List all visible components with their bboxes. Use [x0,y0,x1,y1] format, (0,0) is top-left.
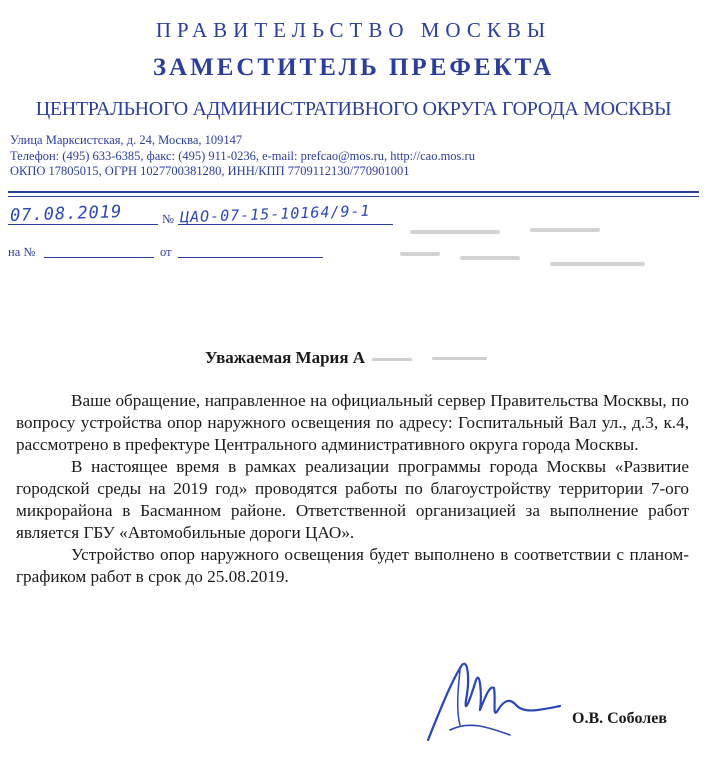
signatory-name: О.В. Соболев [572,710,667,727]
phone-line: Телефон: (495) 633-6385, факс: (495) 911-0236, e-mail: prefcao@mos.ru, http://cao.mos.ru [10,148,475,163]
header-rule-thick [8,191,699,193]
reply-number-underline [44,257,154,258]
letter-body [16,390,689,588]
address-line: Улица Марксистская, д. 24, Москва, 109147 [10,133,243,147]
redacted-recipient [400,222,650,282]
redacted-name [372,356,492,366]
contact-block [10,133,475,180]
codes-line: ОКПО 17805015, ОГРН 1027700381280, ИНН/КПП 7709112130/770901001 [10,164,410,178]
reply-date-underline [178,257,323,258]
header-rule-thin [8,196,699,197]
paragraph: В настоящее время в рамках реализации программы города Москвы «Развитие городской среды на 2019 год» проводятся работы по благоустройству территории 7-ого микрорайона в Басманном районе. Ответственной организацией за выполнение работ является ГБУ «Автомобильные дороги ЦАО». [16,457,689,542]
reply-date-label: от [160,245,172,259]
paragraph: Устройство опор наружного освещения будет выполнено в соответствии с планом-графиком работ в срок до 25.08.2019. [16,545,689,586]
paragraph: Ваше обращение, направленное на официальный сервер Правительства Москвы, по вопросу устройства опор наружного освещения по адресу: Госпитальный Вал ул., д.3, к.4, рассмотрено в префектуре Центрального административного округа города Москвы. [16,391,689,454]
signature [420,640,570,755]
letterhead-district: ЦЕНТРАЛЬНОГО АДМИНИСТРАТИВНОГО ОКРУГА ГОРОДА МОСКВЫ [35,98,672,120]
letterhead-government: ПРАВИТЕЛЬСТВО МОСКВЫ [155,18,552,42]
handwritten-number: ЦАО-07-15-10164/9-1 [179,201,371,227]
handwritten-date: 07.08.2019 [9,202,123,226]
reply-number-label: на № [8,245,36,259]
number-label: № [162,212,174,226]
greeting: Уважаемая Мария А [205,348,366,367]
letterhead-title: ЗАМЕСТИТЕЛЬ ПРЕФЕКТА [152,54,555,81]
